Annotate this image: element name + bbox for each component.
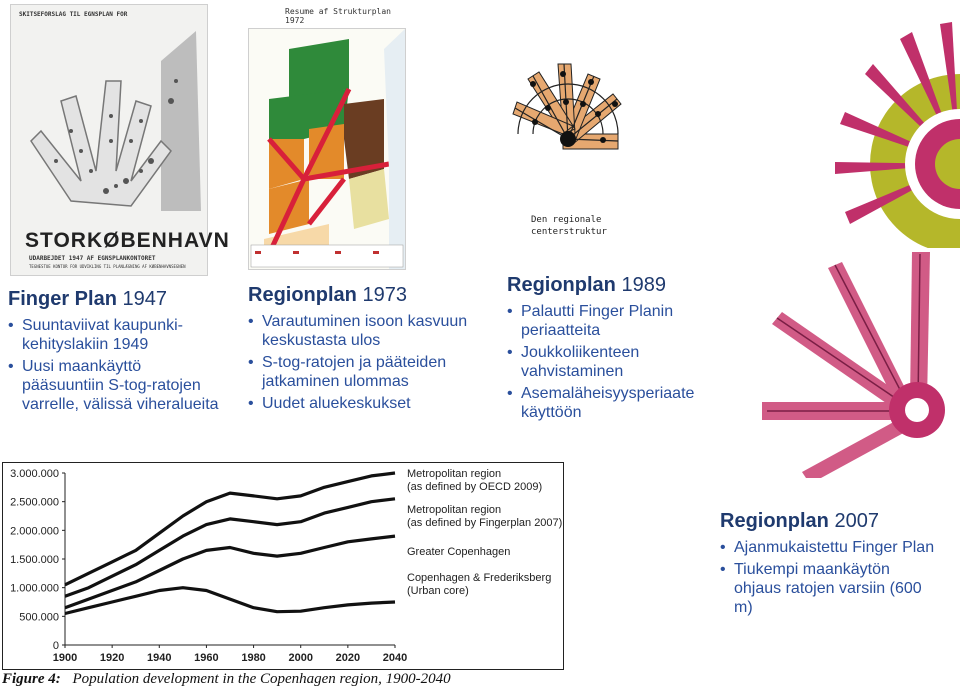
series-line-1 (65, 473, 395, 585)
block-1989-bullet-1: • Palautti Finger Planin periaatteita (507, 302, 737, 340)
block-1973-title (248, 284, 498, 306)
y-tick-label: 500.000 (19, 611, 59, 624)
zoning-map-illustration (249, 29, 405, 269)
series-line-3 (65, 536, 395, 608)
block-1973-bullet-2: • S-tog-ratojen ja pääteiden jatkaminen ulommas (248, 353, 488, 391)
y-tick-label: 2.500.000 (10, 496, 59, 509)
block-1989-bullet-2: • Joukkoliikenteen vahvistaminen (507, 343, 737, 381)
x-tick-label: 1940 (147, 652, 172, 664)
block-1989-title-year: 1989 (615, 274, 666, 296)
y-tick-label: 0 (52, 640, 59, 652)
block-1973-title-keyword: Regionplan (248, 284, 357, 306)
regionplan-2007-fingers (762, 252, 960, 478)
map-1947-sub1: UDARBEJDET 1947 AF EGNSPLANKONTORET (29, 255, 156, 262)
block-regionplan-1973 (248, 284, 498, 416)
block-regionplan-2007 (720, 510, 952, 620)
legend-sublabel-1: (as defined by OECD 2009) (407, 481, 543, 493)
regionplan-2007-sunburst (820, 4, 960, 248)
block-regionplan-1989 (507, 274, 747, 425)
population-chart-frame (2, 462, 564, 670)
x-tick-label: 1920 (99, 652, 125, 664)
legend-label-4: Copenhagen & Frederiksberg (407, 572, 552, 584)
block-1973-bullet-3: • Uudet aluekeskukset (248, 394, 488, 413)
block-1947-title-year: 1947 (116, 288, 167, 310)
legend-label-1: Metropolitan region (407, 468, 502, 480)
block-1973-bullet-1: • Varautuminen isoon kasvuun keskustasta ulos (248, 312, 488, 350)
x-tick-label: 2040 (382, 652, 408, 664)
legend-sublabel-4: (Urban core) (407, 585, 469, 597)
chart-caption-text: Population development in the Copenhagen region, 1900-2040 (72, 671, 451, 687)
legend-label-2: Metropolitan region (407, 504, 502, 516)
chart-caption (2, 671, 451, 688)
x-tick-label: 2000 (288, 652, 313, 664)
x-tick-label: 1980 (241, 652, 266, 664)
block-2007-title-year: 2007 (828, 510, 879, 532)
block-1947-title (8, 288, 238, 310)
series-line-4 (65, 588, 395, 614)
regionplan-1973-map (248, 7, 406, 270)
map-1947-title: STORKØBENHAVN (25, 229, 230, 252)
regionplan-1989-diagram (503, 4, 628, 248)
y-tick-label: 1.500.000 (10, 554, 59, 566)
map-1973-header: Resume af Strukturplan 1972 (285, 7, 391, 25)
x-tick-label: 1960 (194, 652, 219, 664)
map-1989-caption-1: Den regionale (531, 215, 602, 225)
map-1989-caption-2: centerstruktur (531, 227, 607, 237)
radial-structure-diagram (503, 4, 628, 248)
x-tick-label: 1900 (52, 652, 78, 664)
map-1947-sub2: TEGNESTUE KONTOR FOR UDVIKLING TIL PLANLÆGNING AF KØBENHAVNSEGNEN (29, 264, 186, 269)
block-1989-title-keyword: Regionplan (507, 274, 616, 296)
block-1947-bullet-2: • Uusi maankäyttö pääsuuntiin S-tog-ratojen varrelle, välissä viheralueita (8, 357, 226, 414)
hand-map-illustration (11, 21, 207, 221)
block-2007-bullet-1: • Ajanmukaistettu Finger Plan (720, 538, 940, 557)
legend-label-3: Greater Copenhagen (407, 546, 511, 558)
block-1947-title-keyword: Finger Plan (8, 288, 117, 310)
fingerplan-1947-map (10, 4, 230, 276)
block-2007-title-keyword: Regionplan (720, 510, 829, 532)
block-1989-title (507, 274, 747, 296)
legend-sublabel-2: (as defined by Fingerplan 2007) (407, 517, 563, 529)
block-1947-bullet-1: • Suuntaviivat kaupunki-kehityslakiin 1949 (8, 316, 226, 354)
block-2007-title (720, 510, 952, 532)
y-tick-label: 3.000.000 (10, 468, 59, 480)
x-tick-label: 2020 (335, 652, 361, 664)
block-1973-title-year: 1973 (356, 284, 407, 306)
y-tick-label: 2.000.000 (10, 525, 59, 538)
map-1947-header: SKITSEFORSLAG TIL EGNSPLAN FOR (19, 11, 128, 18)
block-1989-bullet-3: • Asemaläheisyysperiaate käyttöön (507, 384, 737, 422)
y-tick-label: 1.000.000 (10, 582, 59, 595)
population-chart (3, 463, 563, 669)
block-2007-bullet-2: • Tiukempi maankäytön ohjaus ratojen varsiin (600 m) (720, 560, 940, 617)
block-fingerplan-1947 (8, 288, 238, 417)
chart-caption-label: Figure 4: (2, 671, 61, 687)
